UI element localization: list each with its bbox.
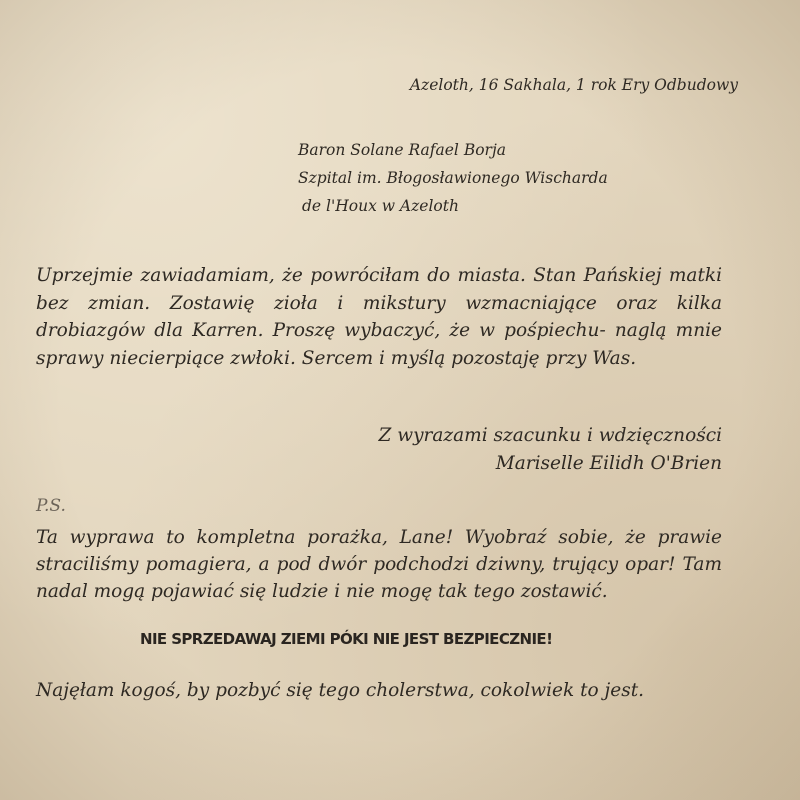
postscript-text: Ta wyprawa to kompletna porażka, Lane! Wyobraź sobie, że prawie straciliśmy pomagiera, a pod dwór podchodzi dziwny, trujący opar! Tam nadal mogą pojawiać się ludzie i nie mogę tak tego zostawić.: [36, 527, 722, 602]
letter-body: Uprzejmie zawiadamiam, że powróciłam do miasta. Stan Pańskiej matki bez zmian. Zostawię zioła i mikstury wzmacniające oraz kilka drobiazgów dla Karren. Proszę wybaczyć, że w pośpiechu- naglą mnie sprawy niecierpiące zwłoki. Sercem i myślą pozostaję przy Was.: [36, 265, 722, 369]
postscript-mark: P.S.: [36, 496, 66, 516]
postscript-final-line: Najęłam kogoś, by pozbyć się tego cholerstwa, cokolwiek to jest.: [36, 680, 645, 701]
closing-phrase: Z wyrazami szacunku i wdzięczności: [378, 425, 722, 446]
recipient-institution: Szpital im. Błogosławionego Wischarda: [298, 169, 608, 187]
postscript-warning: NIE SPRZEDAWAJ ZIEMI PÓKI NIE JEST BEZPIECZNIE!: [140, 630, 553, 648]
signature: Mariselle Eilidh O'Brien: [495, 453, 722, 474]
recipient-location: de l'Houx w Azeloth: [302, 197, 459, 215]
recipient-address: [298, 136, 608, 220]
letter-closing: [379, 422, 723, 478]
date-line: Azeloth, 16 Sakhala, 1 rok Ery Odbudowy: [409, 76, 738, 94]
recipient-name: Baron Solane Rafael Borja: [298, 141, 506, 159]
